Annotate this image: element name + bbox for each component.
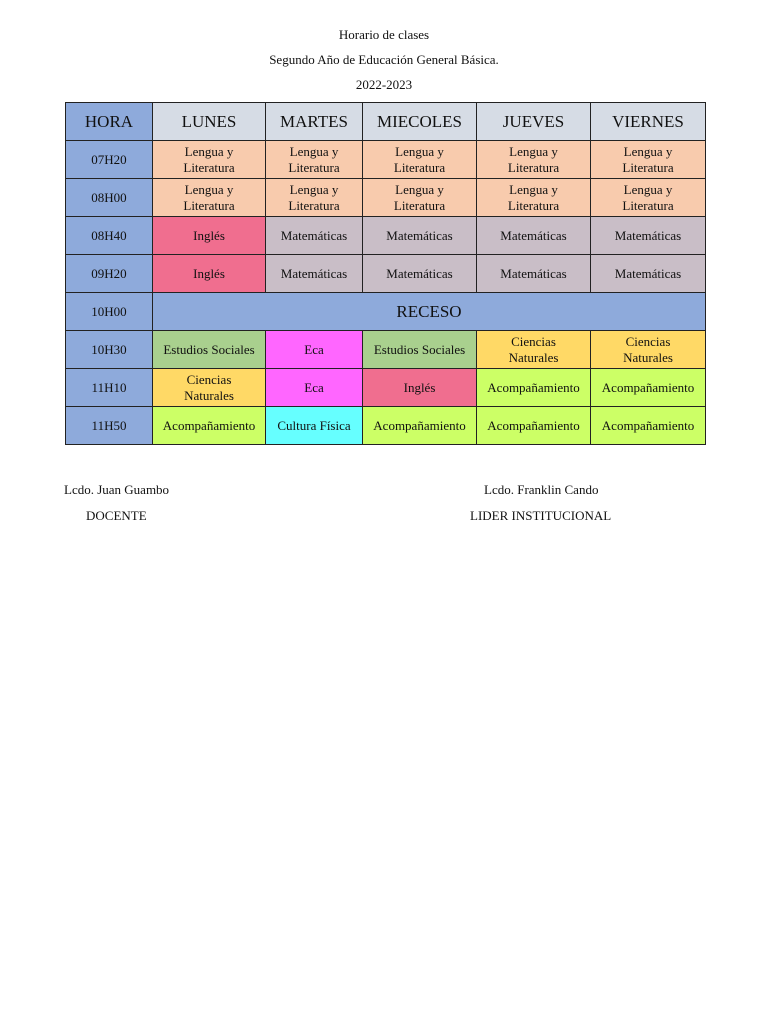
subject-cell — [266, 407, 363, 445]
subject-label: Acompañamiento — [601, 379, 695, 395]
school-year: 2022-2023 — [355, 77, 413, 92]
document-title: Horario de clases — [338, 27, 430, 42]
subject-label: Ciencias — [625, 333, 671, 349]
subject-label: Literatura — [393, 197, 446, 213]
subject-label: Lengua y — [623, 181, 673, 197]
subject-label: Ciencias — [511, 333, 556, 349]
subject-label: Matemáticas — [500, 227, 567, 243]
recess-cell: RECESO — [153, 293, 706, 331]
table-row — [66, 369, 706, 407]
subject-label: Naturales — [623, 349, 673, 365]
column-header: LUNES — [153, 103, 266, 141]
table-row — [66, 331, 706, 369]
table-row — [66, 217, 706, 255]
subject-cell — [477, 141, 591, 179]
subject-label: Lengua y — [623, 143, 673, 159]
column-header: HORA — [66, 103, 153, 141]
subject-cell — [591, 217, 706, 255]
time-cell: 07H20 — [66, 141, 153, 179]
subject-label: Estudios Sociales — [373, 341, 466, 357]
subject-label: Literatura — [393, 159, 446, 175]
subject-label: Matemáticas — [386, 227, 453, 243]
subject-label: Ciencias — [186, 371, 232, 387]
subject-label: Matemáticas — [614, 227, 682, 243]
subject-cell — [266, 179, 363, 217]
subject-label: Literatura — [622, 159, 674, 175]
subject-cell — [153, 331, 266, 369]
subject-cell — [591, 141, 706, 179]
subject-cell — [153, 217, 266, 255]
time-cell: 11H10 — [66, 369, 153, 407]
subject-cell — [477, 407, 591, 445]
table-header-row — [66, 103, 706, 141]
subject-label: Lengua y — [289, 181, 339, 197]
subject-label: Lengua y — [289, 143, 339, 159]
subject-cell — [153, 407, 266, 445]
subject-label: Acompañamiento — [162, 417, 256, 433]
subject-cell — [477, 179, 591, 217]
subject-cell — [363, 255, 477, 293]
subject-label: Acompañamiento — [487, 417, 580, 433]
subject-cell — [363, 141, 477, 179]
column-header: MIECOLES — [363, 103, 477, 141]
subject-label: Lengua y — [509, 143, 558, 159]
subject-cell — [266, 369, 363, 407]
subject-cell — [363, 179, 477, 217]
time-cell: 08H00 — [66, 179, 153, 217]
subject-label: Matemáticas — [280, 265, 348, 281]
subject-label: Literatura — [622, 197, 674, 213]
time-cell: 10H00 — [66, 293, 153, 331]
subject-label: Lengua y — [184, 181, 234, 197]
subject-label: Eca — [304, 379, 324, 395]
subject-label: Literatura — [507, 159, 560, 175]
subject-cell — [477, 217, 591, 255]
subject-label: Lengua y — [395, 181, 444, 197]
table-row — [66, 255, 706, 293]
subject-cell — [363, 369, 477, 407]
subject-label: Acompañamiento — [601, 417, 695, 433]
subject-cell — [363, 217, 477, 255]
subject-label: Matemáticas — [500, 265, 567, 281]
subject-cell — [153, 255, 266, 293]
leader-name: Lcdo. Franklin Cando — [484, 482, 599, 497]
subject-label: Lengua y — [395, 143, 444, 159]
subject-cell — [363, 407, 477, 445]
subject-cell — [477, 331, 591, 369]
subject-label: Cultura Física — [277, 417, 351, 433]
time-cell: 09H20 — [66, 255, 153, 293]
subject-label: Eca — [304, 341, 324, 357]
column-header: MARTES — [266, 103, 363, 141]
subject-label: Inglés — [193, 265, 225, 281]
time-cell: 11H50 — [66, 407, 153, 445]
leader-role: LIDER INSTITUCIONAL — [470, 508, 612, 523]
subject-cell — [266, 331, 363, 369]
subject-label: Inglés — [193, 227, 225, 243]
subject-label: Literatura — [288, 159, 340, 175]
subject-label: Literatura — [288, 197, 340, 213]
subject-label: Lengua y — [184, 143, 234, 159]
subject-label: Acompañamiento — [487, 379, 580, 395]
subject-cell — [153, 179, 266, 217]
time-cell: 10H30 — [66, 331, 153, 369]
table-row — [66, 179, 706, 217]
subject-cell — [477, 255, 591, 293]
subject-cell — [153, 369, 266, 407]
column-header: VIERNES — [591, 103, 706, 141]
subject-label: Naturales — [508, 349, 559, 365]
subject-label: Acompañamiento — [373, 417, 466, 433]
teacher-role: DOCENTE — [86, 508, 147, 523]
document-subtitle: Segundo Año de Educación General Básica. — [269, 52, 499, 67]
subject-cell — [266, 217, 363, 255]
subject-cell — [591, 179, 706, 217]
subject-label: Inglés — [403, 379, 436, 395]
subject-label: Matemáticas — [614, 265, 682, 281]
subject-label: Literatura — [183, 159, 235, 175]
subject-cell — [266, 141, 363, 179]
subject-cell — [477, 369, 591, 407]
subject-label: Naturales — [184, 387, 234, 403]
subject-label: Matemáticas — [280, 227, 348, 243]
subject-cell — [153, 141, 266, 179]
subject-cell — [591, 255, 706, 293]
subject-label: Estudios Sociales — [163, 341, 255, 357]
teacher-name: Lcdo. Juan Guambo — [64, 482, 170, 497]
subject-cell — [591, 369, 706, 407]
subject-label: Literatura — [183, 197, 235, 213]
subject-cell — [266, 255, 363, 293]
subject-cell — [591, 407, 706, 445]
subject-cell — [363, 331, 477, 369]
table-row — [66, 293, 706, 331]
subject-label: Matemáticas — [386, 265, 453, 281]
subject-label: Literatura — [507, 197, 560, 213]
subject-cell — [591, 331, 706, 369]
table-row — [66, 407, 706, 445]
subject-label: Lengua y — [509, 181, 558, 197]
schedule-table — [65, 102, 706, 445]
column-header: JUEVES — [477, 103, 591, 141]
table-row — [66, 141, 706, 179]
time-cell: 08H40 — [66, 217, 153, 255]
